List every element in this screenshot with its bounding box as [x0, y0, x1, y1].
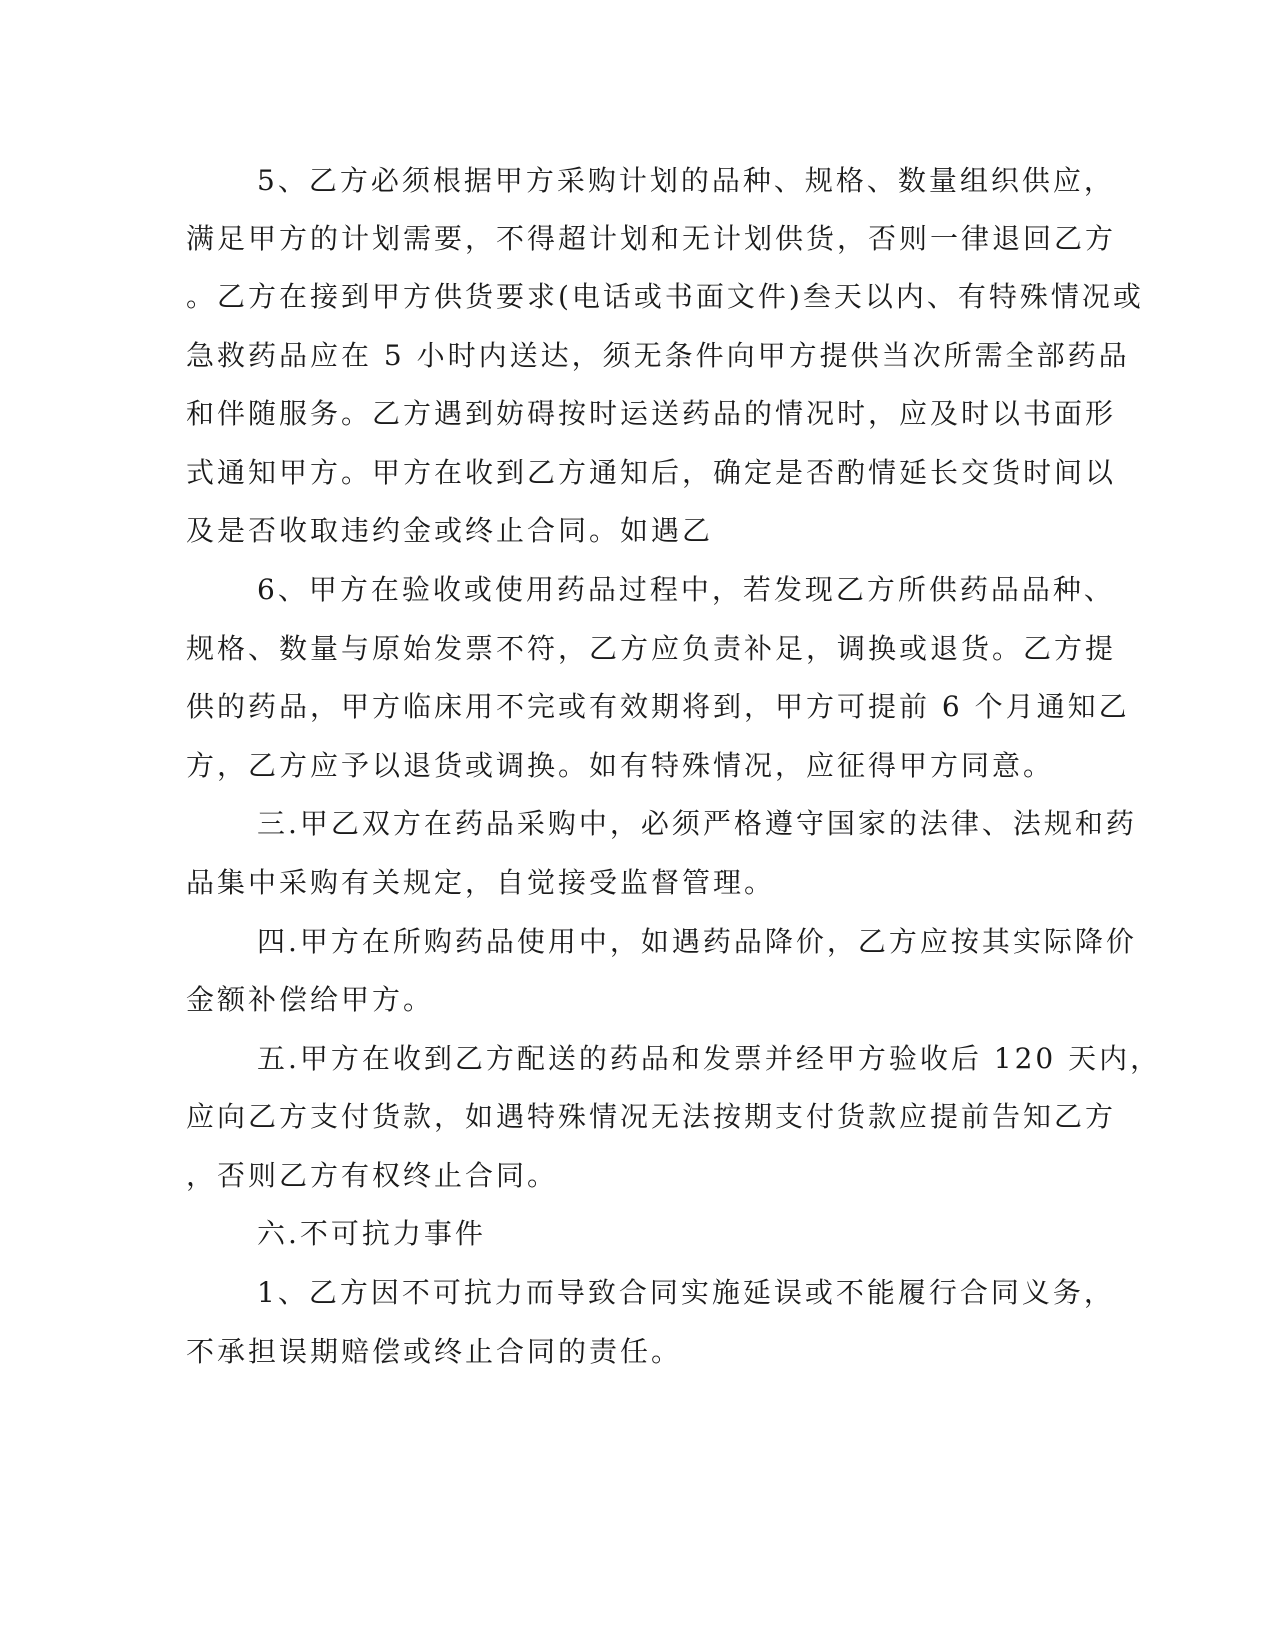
clause-5-line-7: 及是否收取违约金或终止合同。如遇乙 — [186, 514, 714, 547]
clause-5-line-3: 。乙方在接到甲方供货要求(电话或书面文件)叁天以内、有特殊情况或 — [186, 280, 1144, 313]
clause-5-line-5: 和伴随服务。乙方遇到妨碍按时运送药品的情况时，应及时以书面形 — [186, 397, 1117, 430]
section-3-line-1: 三.甲乙双方在药品采购中，必须严格遵守国家的法律、法规和药 — [257, 807, 1137, 840]
section-3-line-2: 品集中采购有关规定，自觉接受监督管理。 — [186, 866, 776, 899]
section-5-line-3: ，否则乙方有权终止合同。 — [186, 1159, 559, 1192]
section-5-line-1: 五.甲方在收到乙方配送的药品和发票并经甲方验收后 120 天内， — [257, 1042, 1162, 1075]
clause-6-line-1: 6、甲方在验收或使用药品过程中，若发现乙方所供药品品种、 — [257, 573, 1115, 606]
section-5-line-2: 应向乙方支付货款，如遇特殊情况无法按期支付货款应提前告知乙方 — [186, 1100, 1117, 1133]
section-6-heading: 六.不可抗力事件 — [257, 1217, 486, 1250]
clause-5-line-1: 5、乙方必须根据甲方采购计划的品种、规格、数量组织供应， — [257, 164, 1115, 197]
clause-6-line-2: 规格、数量与原始发票不符，乙方应负责补足，调换或退货。乙方提 — [186, 632, 1117, 665]
force-majeure-clause-1-line-2: 不承担误期赔偿或终止合同的责任。 — [186, 1335, 683, 1368]
section-4-line-2: 金额补偿给甲方。 — [186, 983, 435, 1016]
clause-5-line-2: 满足甲方的计划需要，不得超计划和无计划供货，否则一律退回乙方 — [186, 222, 1117, 255]
clause-6-line-3: 供的药品，甲方临床用不完或有效期将到，甲方可提前 6 个月通知乙 — [186, 690, 1130, 723]
section-4-line-1: 四.甲方在所购药品使用中，如遇药品降价，乙方应按其实际降价 — [257, 925, 1137, 958]
force-majeure-clause-1-line-1: 1、乙方因不可抗力而导致合同实施延误或不能履行合同义务， — [257, 1276, 1115, 1309]
clause-5-line-6: 式通知甲方。甲方在收到乙方通知后，确定是否酌情延长交货时间以 — [186, 456, 1117, 489]
clause-5-line-4: 急救药品应在 5 小时内送达，须无条件向甲方提供当次所需全部药品 — [186, 339, 1130, 372]
clause-6-line-4: 方，乙方应予以退货或调换。如有特殊情况，应征得甲方同意。 — [186, 749, 1055, 782]
